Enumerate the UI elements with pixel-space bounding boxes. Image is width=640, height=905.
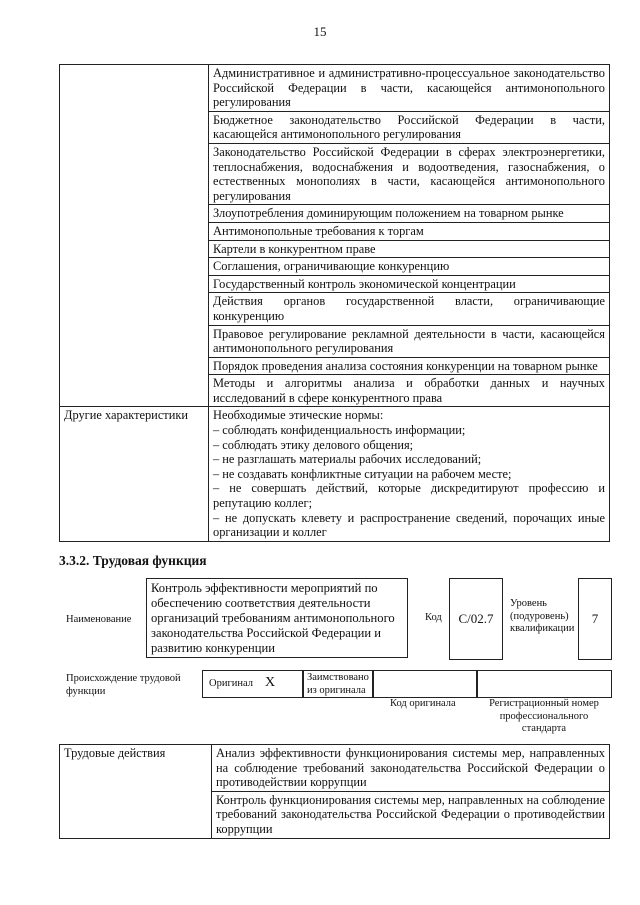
reg-number-label: Регистрационный номер профессионального стандарта (489, 698, 599, 734)
name-label: Наименование (66, 614, 132, 625)
ethics-line: – не разглашать материалы рабочих исследований; (213, 452, 482, 467)
knowledge-item: Антимонопольные требования к торгам (209, 222, 610, 240)
level-value: 7 (591, 611, 599, 626)
code-value: С/02.7 (458, 611, 494, 626)
ethics-line: – соблюдать конфиденциальность информации; (213, 423, 466, 438)
table-row (60, 745, 610, 792)
ethics-line: – не допускать клевету и распространение сведений, порочащих иные организации и коллег (213, 510, 605, 540)
reg-number-box (476, 670, 612, 698)
knowledge-item: Действия органов государственной власти, ограничивающие конкуренцию (209, 293, 610, 325)
original-mark: X (265, 675, 276, 690)
knowledge-item: Злоупотребления доминирующим положением на товарном рынке (209, 205, 610, 223)
function-name: Контроль эффективности мероприятий по обеспечению соответствия деятельности организаций требованиям антимонопольного законодательства Российской Федерации и развитию конкуренции (151, 581, 395, 655)
knowledge-table (59, 64, 610, 542)
knowledge-item: Картели в конкурентном праве (209, 240, 610, 258)
knowledge-item: Законодательство Российской Федерации в сферах электроэнергетики, теплоснабжения, водоснабжения и водоотведения, газоснабжения, о естественных монополиях в части, касающейся антимонопольного регулирования (209, 143, 610, 204)
knowledge-item: Правовое регулирование рекламной деятельности в части, касающейся антимонопольного регулирования (209, 325, 610, 357)
borrowed-box (302, 670, 374, 698)
action-item: Контроль функционирования системы мер, направленных на соблюдение требований законодательства Российской Федерации о противодействии коррупции (212, 791, 610, 838)
knowledge-item: Методы и алгоритмы анализа и обработки данных и научных исследований в сфере конкурентного права (209, 375, 610, 407)
ethics-line: – не совершать действий, которые дискредитируют профессию и репутацию коллег; (213, 481, 605, 511)
page-number: 15 (313, 24, 327, 39)
table-row (60, 407, 610, 541)
knowledge-label-cell (60, 65, 209, 407)
knowledge-item: Государственный контроль экономической концентрации (209, 275, 610, 293)
code-box (449, 578, 503, 660)
origin-label: Происхождение трудовой функции (66, 673, 181, 697)
code-original-label: Код оригинала (390, 698, 456, 709)
knowledge-item: Бюджетное законодательство Российской Федерации в части, касающейся антимонопольного регулирования (209, 111, 610, 143)
level-label: Уровень (подуровень) квалификации (510, 598, 575, 634)
level-box (578, 578, 612, 660)
code-label: Код (425, 612, 442, 623)
ethics-line: – не создавать конфликтные ситуации на рабочем месте; (213, 466, 512, 481)
actions-label: Трудовые действия (60, 745, 212, 839)
original-label: Оригинал (209, 678, 253, 689)
knowledge-item: Порядок проведения анализа состояния конкуренции на товарном рынке (209, 357, 610, 375)
actions-table (59, 744, 610, 839)
code-original-box (372, 670, 478, 698)
knowledge-item: Административное и административно-процессуальное законодательство Российской Федерации в части, касающейся антимонопольного регулирования (209, 65, 610, 112)
ethics-line: Необходимые этические нормы: (213, 408, 384, 423)
action-item: Анализ эффективности функционирования системы мер, направленных на соблюдение требований законодательства Российской Федерации о противодействии коррупции (212, 745, 610, 792)
other-characteristics-label: Другие характеристики (60, 407, 209, 541)
function-name-box (146, 578, 408, 658)
other-characteristics-cell (209, 407, 610, 541)
original-box (202, 670, 304, 698)
borrowed-label: Заимствовано из оригинала (307, 672, 369, 696)
knowledge-item: Соглашения, ограничивающие конкуренцию (209, 258, 610, 276)
ethics-line: – соблюдать этику делового общения; (213, 437, 414, 452)
section-title: 3.3.2. Трудовая функция (59, 553, 207, 568)
table-row (60, 65, 610, 112)
